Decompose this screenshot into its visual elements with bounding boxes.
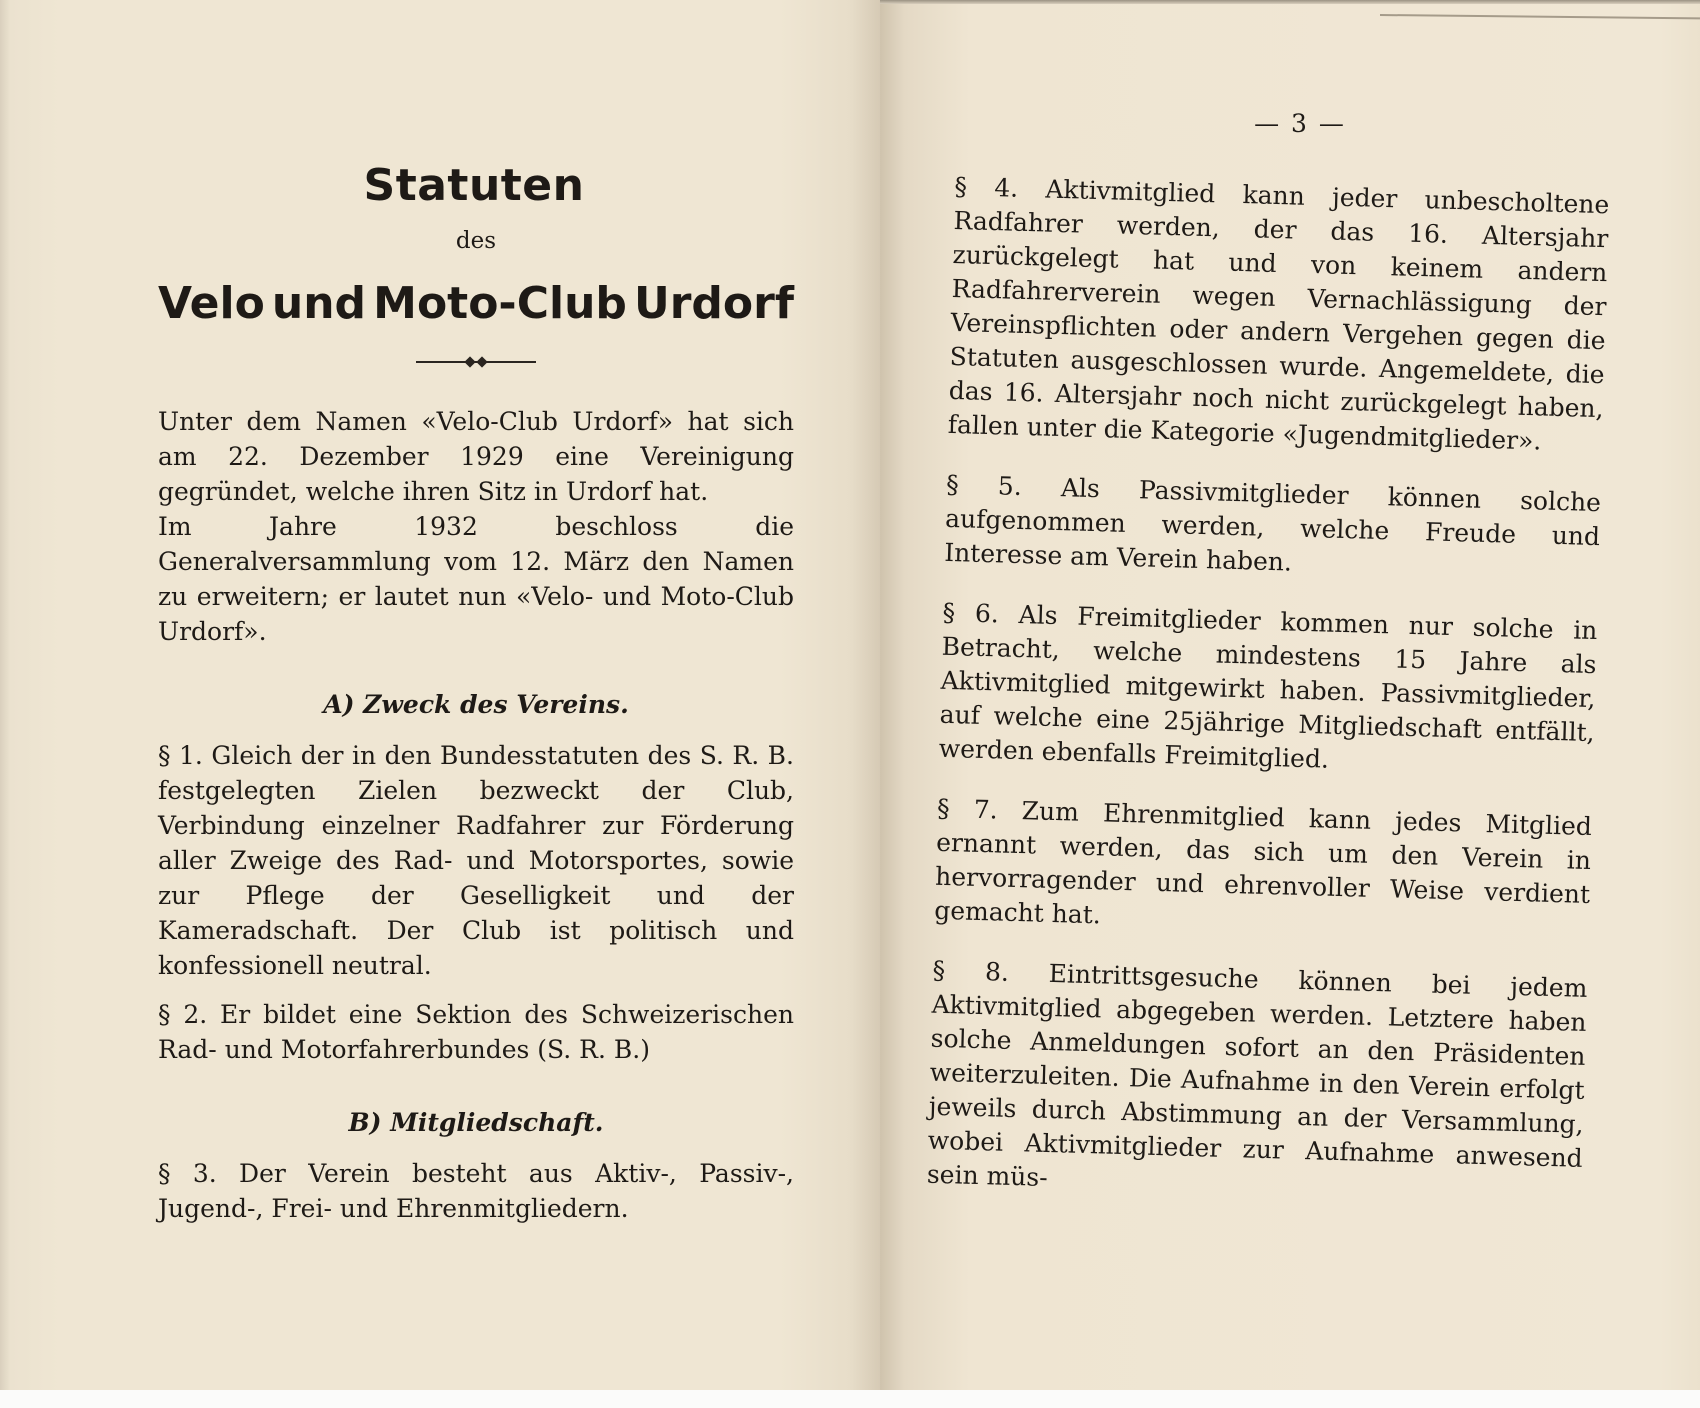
club-name-word: Moto-Club xyxy=(373,278,627,329)
page-number: — 3 — xyxy=(1254,109,1346,138)
title-connector: des xyxy=(455,228,497,254)
club-name-word: Velo xyxy=(158,278,265,329)
paragraph-4: § 4. Aktivmitglied kann jeder unbescholtene Radfahrer werden, der das 16. Altersjahr zurückgelegt hat und von keinem andern Radfahrerverein wegen Vernachlässigung der Vereinspflichten oder andern Vergehen gegen die Statuten ausgeschlossen wurde. Angemeldete, die das 16. Altersjahr noch nicht zurückgelegt haben, fallen unter die Kategorie «Jugendmitglieder». xyxy=(947,171,1610,456)
scan-bottom-margin xyxy=(0,1390,1700,1408)
paragraph-2: § 2. Er bildet eine Sektion des Schweizerischen Rad- und Motorfahrerbundes (S. R. B.) xyxy=(158,1000,794,1064)
paragraph-1: § 1. Gleich der in den Bundesstatuten des S. R. B. festgelegten Zielen bezweckt der Club, Verbindung einzelner Radfahrer zur Förderung aller Zweige des Rad- und Motorsportes, sowie zur Pflege der Geselligkeit und der Kameradschaft. Der Club ist politisch und konfessionell neutral. xyxy=(158,741,794,980)
club-name xyxy=(158,274,794,334)
paragraph-8: § 8. Eintrittsgesuche können bei jedem Aktivmitglied abgegeben werden. Letztere haben solche Anmeldungen sofort an den Präsidenten weiterzuleiten. Die Aufnahme in den Verein erfolgt jeweils durch Abstimmung an der Versammlung, wobei Aktivmitglieder zur Aufnahme anwesend sein müs- xyxy=(926,955,1588,1192)
title-ornament xyxy=(416,358,536,366)
paragraph-7: § 7. Zum Ehrenmitglied kann jedes Mitglied ernannt werden, das sich um den Verein in hervorragender und ehrenvoller Weise verdient gemacht hat. xyxy=(933,793,1593,930)
left-page-content xyxy=(158,158,794,1226)
paragraph-3: § 3. Der Verein besteht aus Aktiv-, Passiv-, Jugend-, Frei- und Ehrenmitgliedern. xyxy=(158,1159,794,1223)
intro-paragraph-2: Im Jahre 1932 beschloss die Generalversammlung vom 12. März den Namen zu erweitern; er lautet nun «Velo- und Moto-Club Urdorf». xyxy=(158,512,794,646)
intro-paragraph: Unter dem Namen «Velo-Club Urdorf» hat sich am 22. Dezember 1929 eine Vereinigung gegründet, welche ihren Sitz in Urdorf hat. xyxy=(158,407,794,506)
page-top-edge xyxy=(880,0,1700,4)
club-name-word: Urdorf xyxy=(633,278,794,329)
right-page-content xyxy=(926,170,1609,1210)
section-heading-b: B) Mitgliedschaft. xyxy=(348,1108,604,1137)
club-name-word: und xyxy=(271,278,367,329)
paragraph-6: § 6. Als Freimitglieder kommen nur solche in Betracht, welche mindestens 15 Jahre als Aktivmitglied mitgewirkt haben. Passivmitglieder, auf welche eine 25jährige Mitgliedschaft entfällt, werden ebenfalls Freimitglied. xyxy=(938,597,1598,774)
paragraph-5: § 5. Als Passivmitglieder können solche aufgenommen werden, welche Freude und Interesse am Verein haben. xyxy=(943,469,1602,577)
section-heading-a: A) Zweck des Vereins. xyxy=(323,690,629,719)
page-title: Statuten xyxy=(363,160,585,211)
